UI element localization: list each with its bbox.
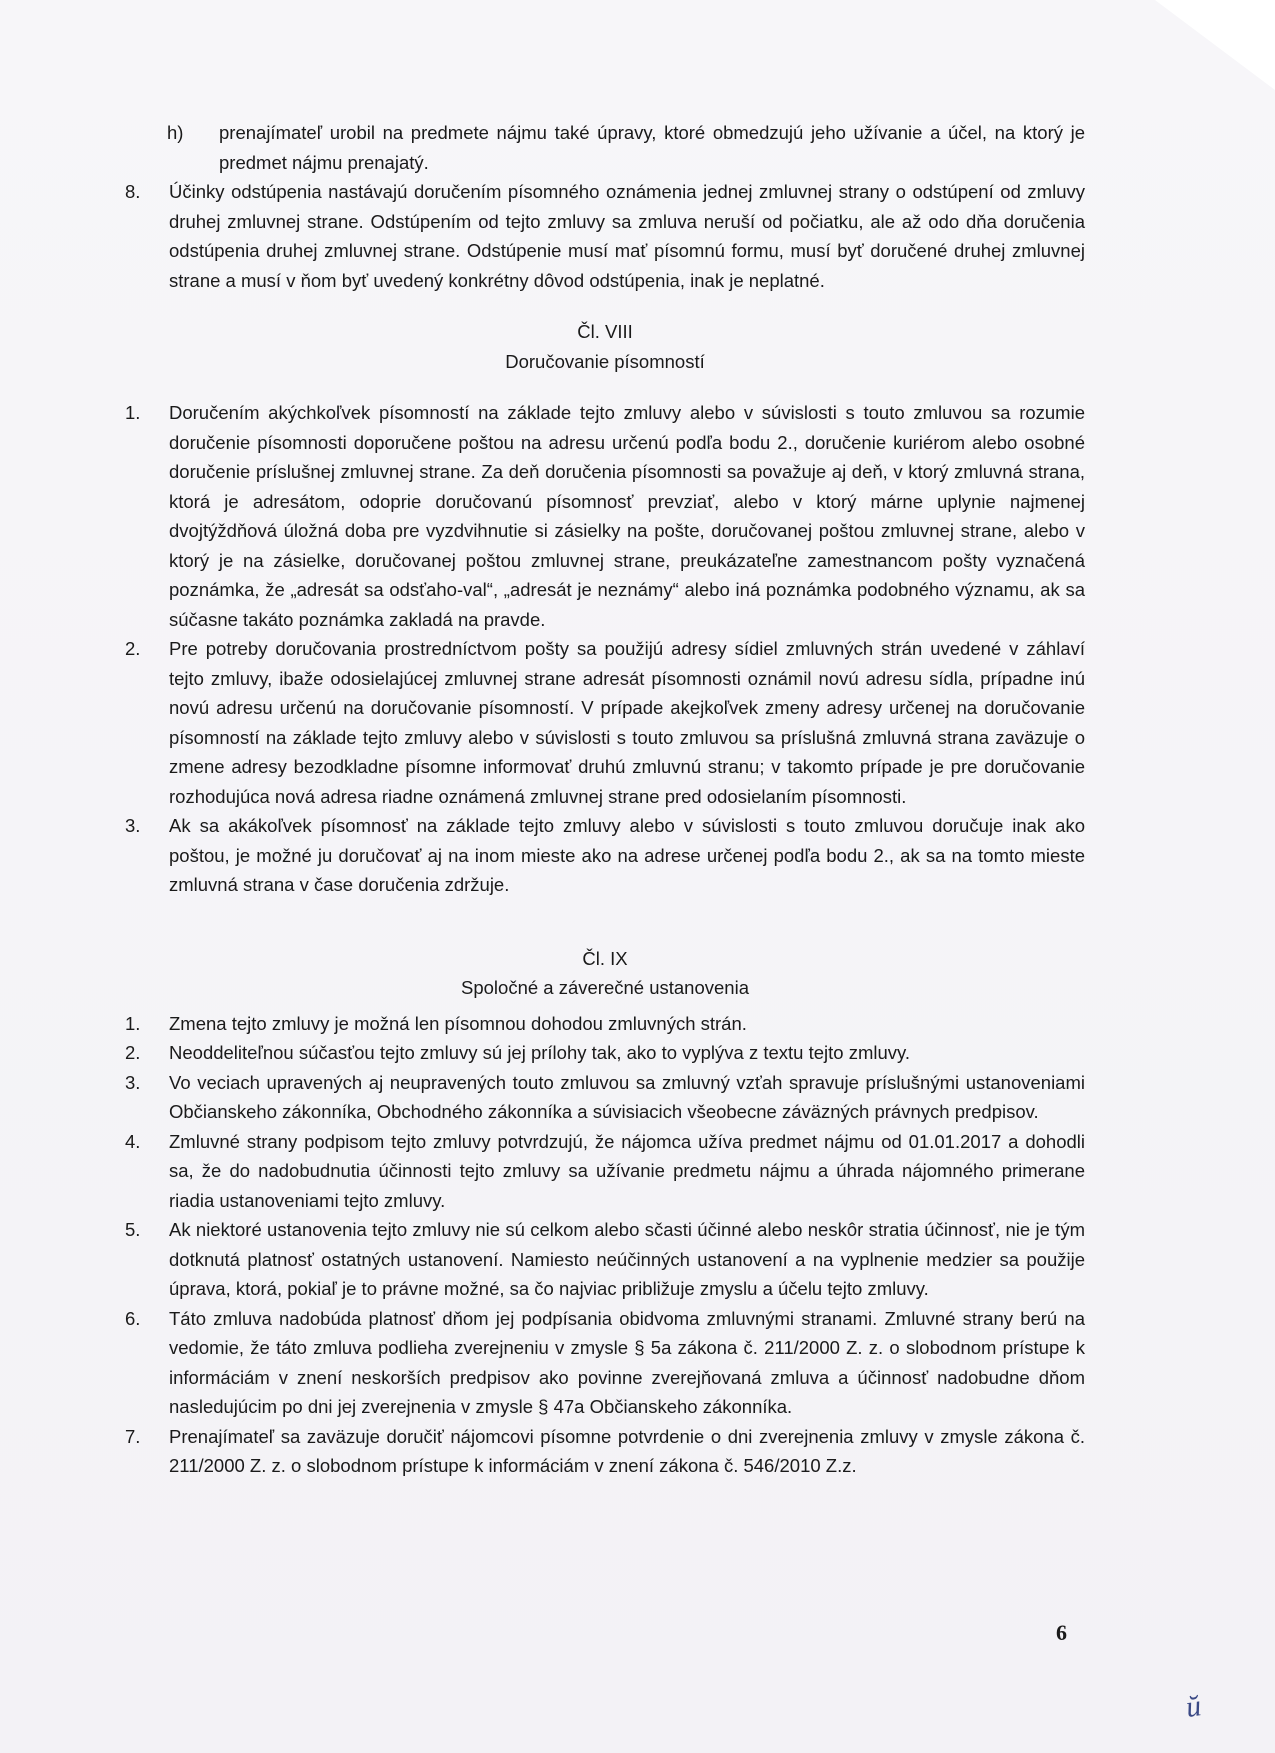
list-item-h xyxy=(125,118,1085,177)
item-text: Účinky odstúpenia nastávajú doručením písomného oznámenia jednej zmluvnej strany o odstúpení od zmluvy druhej zmluvnej strane. Odstúpením od tejto zmluvy sa zmluva neruší od počiatku, ale až odo dňa doručenia odstúpenia druhej zmluvnej strane. Odstúpenie musí mať písomnú formu, musí byť doručené druhej zmluvnej strane a musí v ňom byť uvedený konkrétny dôvod odstúpenia, inak je neplatné. xyxy=(169,181,1085,291)
item-label: 4. xyxy=(125,1130,141,1152)
item-text: prenajímateľ urobil na predmete nájmu také úpravy, ktoré obmedzujú jeho užívanie a účel, na ktorý je predmet nájmu prenajatý. xyxy=(219,122,1085,173)
item-label: 2. xyxy=(125,1042,141,1063)
item-label: 3. xyxy=(125,1071,141,1093)
section-viii-title: Doručovanie písomností xyxy=(505,350,705,372)
list-item xyxy=(125,1127,1085,1216)
item-text: Ak sa akákoľvek písomnosť na základe tejto zmluvy alebo v súvislosti s touto zmluvou doručuje inak ako poštou, je možné ju doručovať aj na inom mieste ako na adrese určenej podľa bodu 2., ak sa na tomto mieste zmluvná strana v čase doručenia zdržuje. xyxy=(169,815,1085,895)
document-body xyxy=(125,118,1085,1481)
item-text: Táto zmluva nadobúda platnosť dňom jej podpísania obidvoma zmluvnými stranami. Zmluvné strany berú na vedomie, že táto zmluva podlieha zverejneniu v zmysle § 5a zákona č. 211/2000 Z. z. o slobodnom prístupe k informáciám v znení neskorších predpisov ako povinne zverejňovaná zmluva a účinnosť nadobudne dňom nasledujúcim po dni jej zverejnenia v zmysle § 47a Občianskeho zákonníka. xyxy=(169,1307,1085,1417)
item-label: 3. xyxy=(125,815,141,836)
list-item xyxy=(125,811,1085,900)
item-label: 7. xyxy=(125,1425,141,1447)
list-item xyxy=(125,1215,1085,1304)
item-label: 1. xyxy=(125,1012,141,1034)
item-text: Zmluvné strany podpisom tejto zmluvy potvrdzujú, že nájomca užíva predmet nájmu od 01.01.2017 a dohodli sa, že do nadobudnutia účinnosti tejto zmluvy sa užívanie predmetu nájmu a úhrada nájomného primerane riadia ustanoveniami tejto zmluvy. xyxy=(169,1130,1085,1211)
item-text: Ak niektoré ustanovenia tejto zmluvy nie sú celkom alebo sčasti účinné alebo neskôr stratia účinnosť, nie je tým dotknutá platnosť ostatných ustanovení. Namiesto neúčinných ustanovení a na vyplnenie medzier sa použije úprava, ktorá, pokiaľ je to právne možné, sa čo najviac približuje zmyslu a účelu tejto zmluvy. xyxy=(169,1219,1085,1299)
list-item xyxy=(125,1304,1085,1422)
section-viii-number: Čl. VIII xyxy=(577,321,633,342)
item-label: 6. xyxy=(125,1307,141,1329)
list-item-8 xyxy=(125,177,1085,295)
item-text: Pre potreby doručovania prostredníctvom pošty sa použijú adresy sídiel zmluvných strán uvedené v záhlaví tejto zmluvy, ibaže odosielajúcej zmluvnej strane adresát písomnosti oznámil novú adresu sídla, prípadne inú novú adresu určenú na doručovanie písomností. V prípade akejkoľvek zmeny adresy určenej na doručovanie písomností na základe tejto zmluvy alebo v súvislosti s touto zmluvou sa príslušná zmluvná strana zaväzuje o zmene adresy bezodkladne písomne informovať druhú zmluvnú stranu; v takomto prípade je pre doručovanie rozhodujúca nová adresa riadne oznámená zmluvnej strane pred odosielaním písomnosti. xyxy=(169,638,1085,807)
item-label: 2. xyxy=(125,638,141,659)
handwritten-initials: ŭ xyxy=(1183,1689,1204,1724)
list-item xyxy=(125,1038,1085,1068)
item-text: Doručením akýchkoľvek písomností na základe tejto zmluvy alebo v súvislosti s touto zmluvou sa rozumie doručenie písomnosti doporučene poštou na adresu určenú podľa bodu 2., doručenie kuriérom alebo osobné doručenie príslušnej zmluvnej strane. Za deň doručenia písomnosti sa považuje aj deň, v ktorý zmluvná strana, ktorá je adresátom, odoprie doručovanú písomnosť prevziať, alebo v ktorý márne uplynie najmenej dvojtýždňová úložná doba pre vyzdvihnutie si zásielky na pošte, doručovanej poštou zmluvnej strane, alebo v ktorý je na zásielke, doručovanej poštou zmluvnej strane, preukázateľne zamestnancom pošty vyznačená poznámka, že „adresát sa odsťaho-val“, „adresát je neznámy“ alebo iná poznámka podobného významu, ak sa súčasne takáto poznámka zakladá na pravde. xyxy=(169,402,1085,630)
list-item xyxy=(125,1009,1085,1039)
list-item xyxy=(125,1068,1085,1127)
item-label: h) xyxy=(167,122,184,143)
page-number: 6 xyxy=(1056,1620,1067,1645)
item-text: Vo veciach upravených aj neupravených touto zmluvou sa zmluvný vzťah spravuje príslušnými ustanoveniami Občianskeho zákonníka, Obchodného zákonníka a súvisiacich všeobecne záväzných právnych predpisov. xyxy=(169,1071,1085,1122)
section-ix-title: Spoločné a záverečné ustanovenia xyxy=(461,977,749,998)
page-corner-fold xyxy=(1155,0,1275,90)
item-text: Prenajímateľ sa zaväzuje doručiť nájomcovi písomne potvrdenie o dni zverejnenia zmluvy v zmysle zákona č. 211/2000 Z. z. o slobodnom prístupe k informáciám v znení zákona č. 546/2010 Z.z. xyxy=(169,1425,1085,1476)
item-text: Neoddeliteľnou súčasťou tejto zmluvy sú jej prílohy tak, ako to vyplýva z textu tejto zmluvy. xyxy=(169,1042,911,1063)
list-item xyxy=(125,634,1085,811)
item-label: 1. xyxy=(125,402,141,423)
item-label: 5. xyxy=(125,1219,141,1240)
item-label: 8. xyxy=(125,181,141,202)
list-item xyxy=(125,1422,1085,1481)
section-ix-number: Čl. IX xyxy=(582,947,628,969)
list-item xyxy=(125,398,1085,634)
item-text: Zmena tejto zmluvy je možná len písomnou dohodou zmluvných strán. xyxy=(169,1012,747,1034)
